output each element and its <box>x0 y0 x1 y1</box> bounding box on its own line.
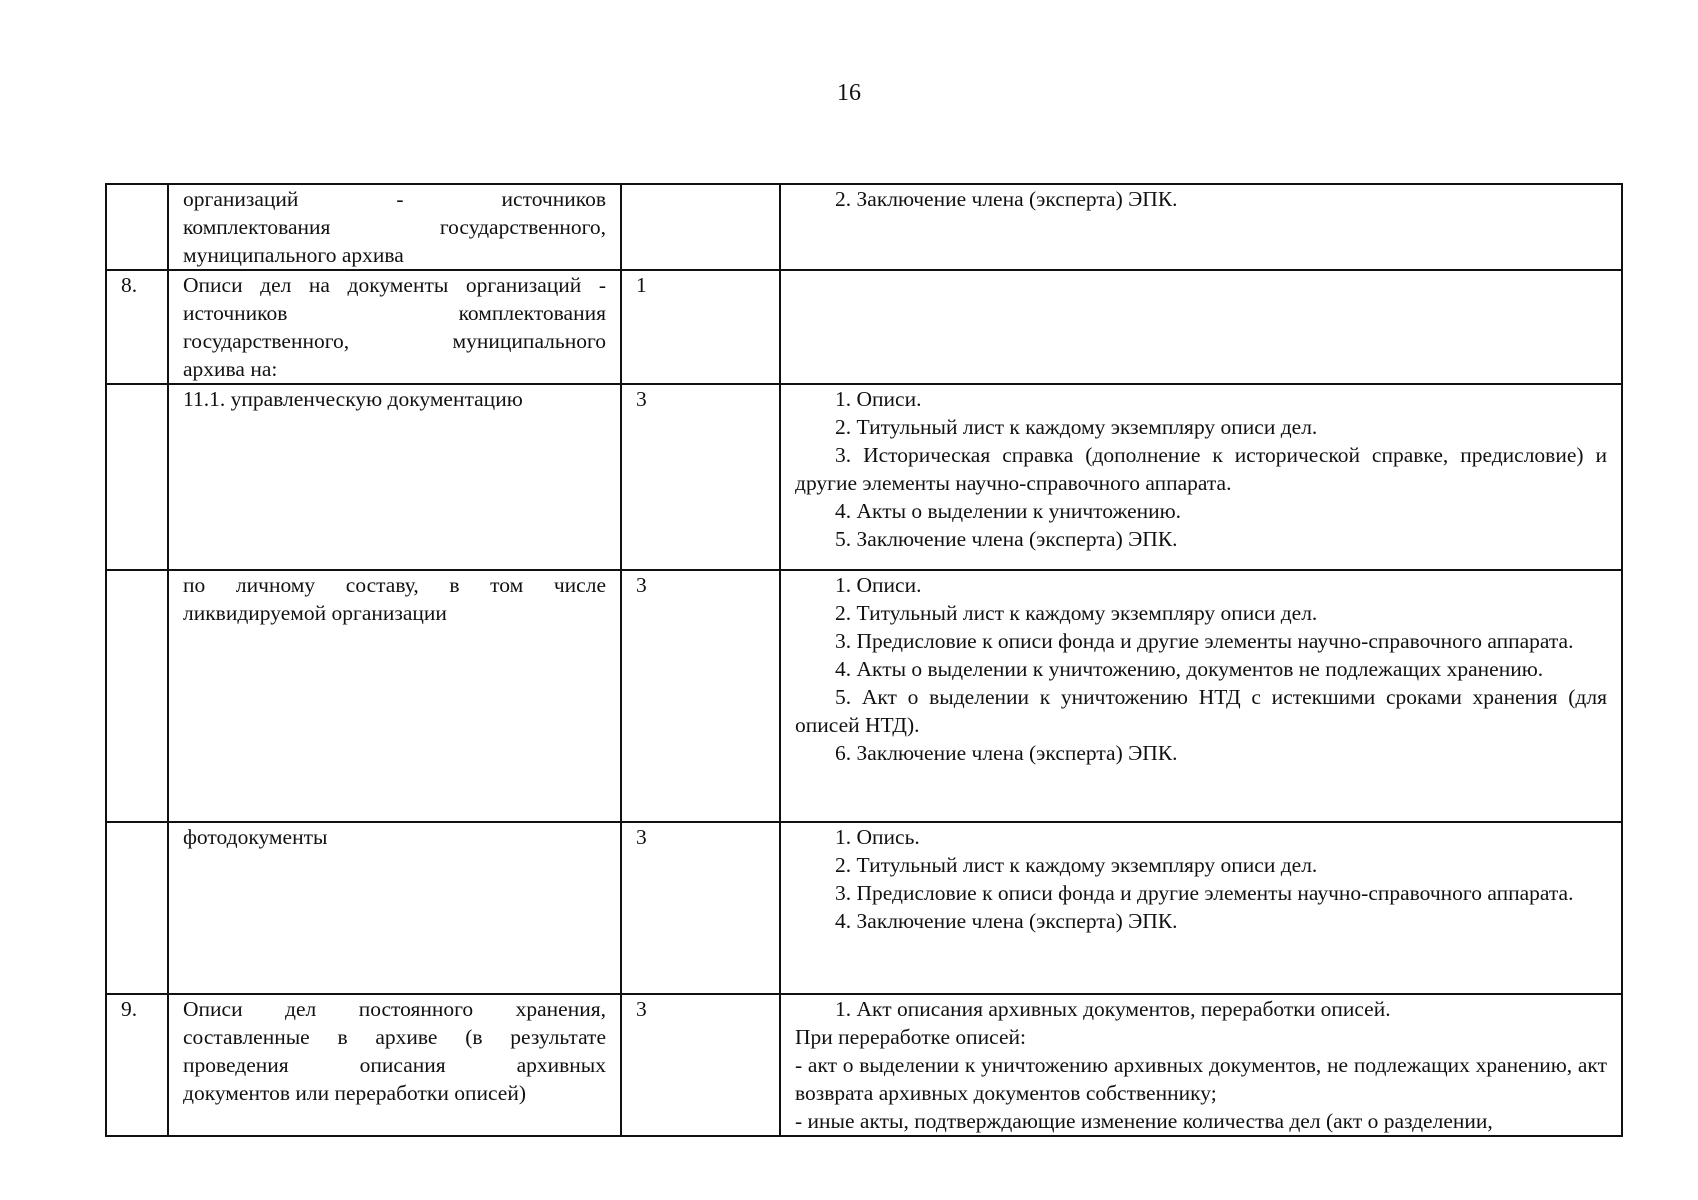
list-item: 4. Акты о выделении к уничтожению. <box>835 499 1182 523</box>
row-number-cell <box>106 822 168 994</box>
list-item: 3. Предисловие к описи фонда и другие элементы научно-справочного аппарата. <box>835 881 1574 905</box>
row-number-cell <box>106 184 168 270</box>
requirements-cell <box>780 994 1622 1136</box>
list-item: 4. Акты о выделении к уничтожению, документов не подлежащих хранению. <box>835 657 1544 681</box>
list-item: - иные акты, подтверждающие изменение количества дел (акт о разделении, <box>795 1109 1493 1133</box>
description-cell <box>168 184 621 270</box>
requirements-cell <box>780 822 1622 994</box>
list-item: 5. Акт о выделении к уничтожению НТД с истекшими сроками хранения (для описей НТД). <box>795 685 1607 737</box>
requirements-cell <box>780 270 1622 384</box>
requirements-cell <box>780 384 1622 570</box>
description-line: ликвидируемой организации <box>183 601 447 625</box>
description-line: проведения описания архивных <box>183 1053 606 1077</box>
list-item: 6. Заключение члена (эксперта) ЭПК. <box>835 741 1178 765</box>
requirements-cell <box>780 570 1622 822</box>
description-cell <box>168 270 621 384</box>
description-line: комплектования государственного, <box>183 215 606 239</box>
description-cell: 11.1. управленческую документацию <box>168 384 621 570</box>
list-item: 1. Описи. <box>835 387 922 411</box>
list-item: 1. Акт описания архивных документов, переработки описей. <box>835 997 1391 1021</box>
requirements-table <box>105 183 1623 1137</box>
description-cell: фотодокументы <box>168 822 621 994</box>
row-number-cell <box>106 570 168 822</box>
list-item: 3. Историческая справка (дополнение к исторической справке, предисловие) и другие элементы научно-справочного аппарата. <box>795 443 1607 495</box>
list-item: 1. Описи. <box>835 573 922 597</box>
quantity-cell: 3 <box>621 994 780 1136</box>
list-item: 3. Предисловие к описи фонда и другие элементы научно-справочного аппарата. <box>835 629 1574 653</box>
table-row <box>106 994 1622 1136</box>
description-line: организаций - источников <box>183 187 606 211</box>
table-row <box>106 570 1622 822</box>
description-line: источников комплектования <box>183 301 606 325</box>
description-line: государственного, муниципального <box>183 329 606 353</box>
quantity-cell: 3 <box>621 822 780 994</box>
description-line: по личному составу, в том числе <box>183 573 606 597</box>
list-item: 2. Заключение члена (эксперта) ЭПК. <box>835 187 1178 211</box>
description-line: Описи дел на документы организаций - <box>183 273 606 297</box>
row-number-cell: 8. <box>106 270 168 384</box>
description-cell <box>168 570 621 822</box>
list-item: - акт о выделении к уничтожению архивных документов, не подлежащих хранению, акт возврата архивных документов собственнику; <box>795 1053 1607 1105</box>
description-line: муниципального архива <box>183 243 404 267</box>
description-line: архива на: <box>183 357 278 381</box>
description-line: составленные в архиве (в результате <box>183 1025 606 1049</box>
table-row <box>106 822 1622 994</box>
list-item: 5. Заключение члена (эксперта) ЭПК. <box>835 527 1178 551</box>
list-item: 2. Титульный лист к каждому экземпляру описи дел. <box>835 853 1318 877</box>
table-row <box>106 184 1622 270</box>
list-item: 1. Опись. <box>835 825 920 849</box>
quantity-cell: 3 <box>621 570 780 822</box>
list-item: 2. Титульный лист к каждому экземпляру описи дел. <box>835 601 1318 625</box>
table-row <box>106 384 1622 570</box>
quantity-cell: 1 <box>621 270 780 384</box>
quantity-cell <box>621 184 780 270</box>
row-number-cell <box>106 384 168 570</box>
table-row <box>106 270 1622 384</box>
description-line: документов или переработки описей) <box>183 1081 526 1105</box>
description-cell <box>168 994 621 1136</box>
list-item: 2. Титульный лист к каждому экземпляру описи дел. <box>835 415 1318 439</box>
description-line: Описи дел постоянного хранения, <box>183 997 606 1021</box>
page-number: 16 <box>837 80 861 106</box>
row-number-cell: 9. <box>106 994 168 1136</box>
requirements-cell <box>780 184 1622 270</box>
list-item: 4. Заключение члена (эксперта) ЭПК. <box>835 909 1178 933</box>
quantity-cell: 3 <box>621 384 780 570</box>
list-item: При переработке описей: <box>795 1025 1027 1049</box>
